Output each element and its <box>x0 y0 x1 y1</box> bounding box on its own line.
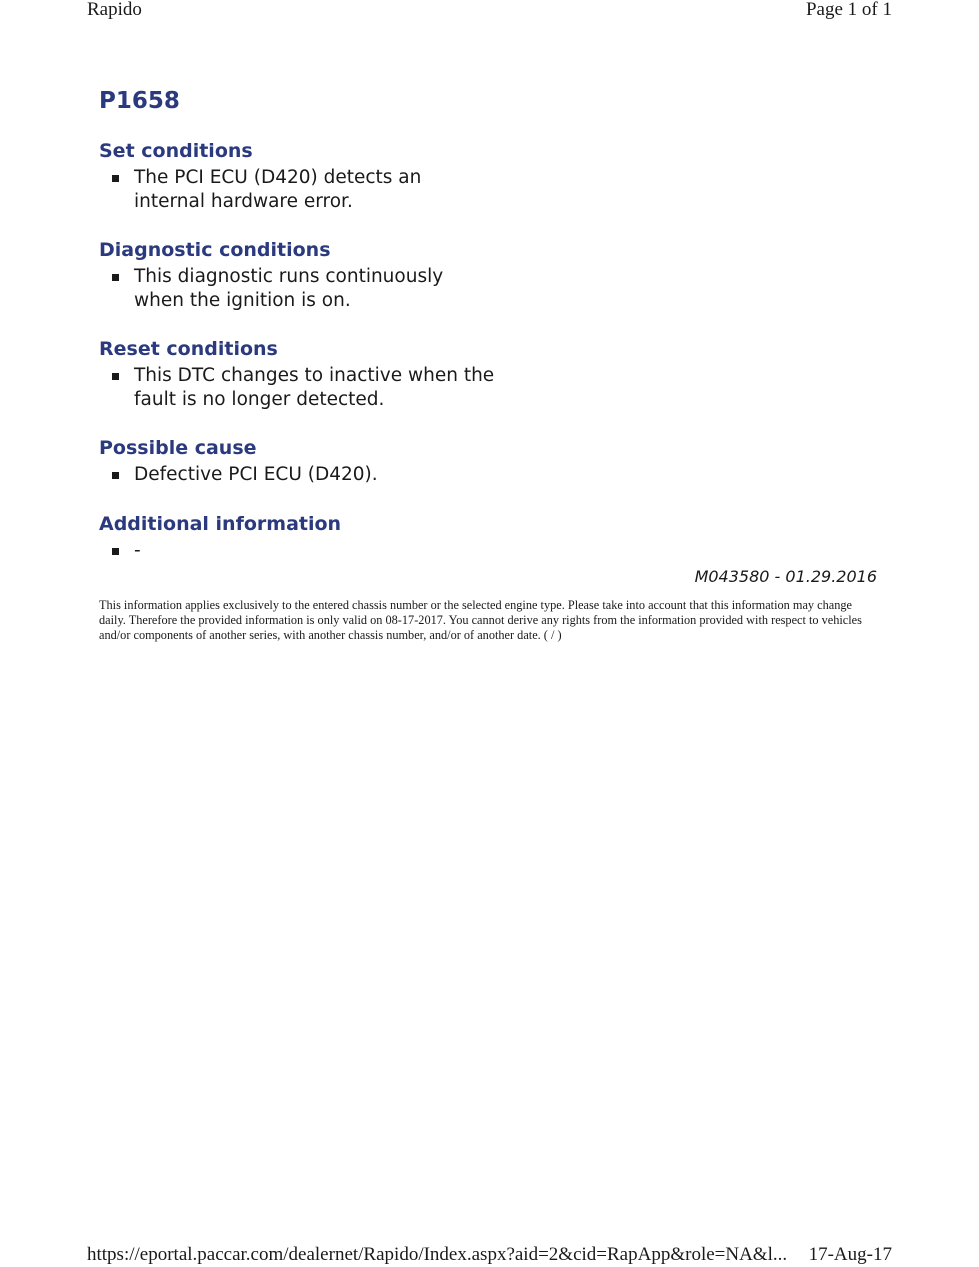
list-item-text: This DTC changes to inactive when the fault is no longer detected. <box>134 365 495 410</box>
list-item <box>99 166 494 213</box>
section-heading: Diagnostic conditions <box>99 239 331 261</box>
list-item <box>99 539 494 563</box>
print-header <box>87 0 892 21</box>
bullet-list <box>99 463 879 487</box>
list-item <box>99 265 494 312</box>
list-item-text: This diagnostic runs continuously when the ignition is on. <box>134 266 444 311</box>
square-bullet-icon <box>112 373 119 380</box>
section-possible-cause <box>99 433 879 487</box>
document-reference: M043580 - 01.29.2016 <box>694 567 877 586</box>
square-bullet-icon <box>112 472 119 479</box>
list-item <box>99 463 494 487</box>
section-additional-information <box>99 509 879 563</box>
section-heading: Possible cause <box>99 437 257 459</box>
section-heading: Set conditions <box>99 140 253 162</box>
list-item <box>99 364 514 411</box>
section-diagnostic-conditions <box>99 235 879 312</box>
section-set-conditions <box>99 136 879 213</box>
square-bullet-icon <box>112 274 119 281</box>
bullet-list <box>99 265 879 312</box>
list-item-text: - <box>134 539 141 561</box>
print-footer-url: https://eportal.paccar.com/dealernet/Rapido/Index.aspx?aid=2&cid=RapApp&role=NA&l... <box>87 1244 788 1265</box>
square-bullet-icon <box>112 548 119 555</box>
bullet-list <box>99 539 879 563</box>
print-header-page-number: Page 1 of 1 <box>805 0 892 20</box>
print-header-app-name: Rapido <box>87 0 142 20</box>
disclaimer-text: This information applies exclusively to the entered chassis number or the selected engine type. Please take into account that this information may change daily. Therefore the provided information is only valid on 08-17-2017. You cannot derive any rights from the information provided with respect to vehicles and/or components of another series, with another chassis number, and/or of another date. ( / ) <box>99 598 862 642</box>
list-item-text: The PCI ECU (D420) detects an internal hardware error. <box>134 167 422 212</box>
bullet-list <box>99 364 879 411</box>
section-heading: Additional information <box>99 512 342 535</box>
bullet-list <box>99 166 879 213</box>
page-title: P1658 <box>99 88 180 114</box>
square-bullet-icon <box>112 175 119 182</box>
print-footer-date: 17-Aug-17 <box>808 1244 892 1265</box>
document-content <box>99 84 879 643</box>
list-item-text: Defective PCI ECU (D420). <box>134 464 378 485</box>
section-heading: Reset conditions <box>99 338 278 360</box>
print-footer <box>87 1244 892 1266</box>
section-reset-conditions <box>99 334 879 411</box>
